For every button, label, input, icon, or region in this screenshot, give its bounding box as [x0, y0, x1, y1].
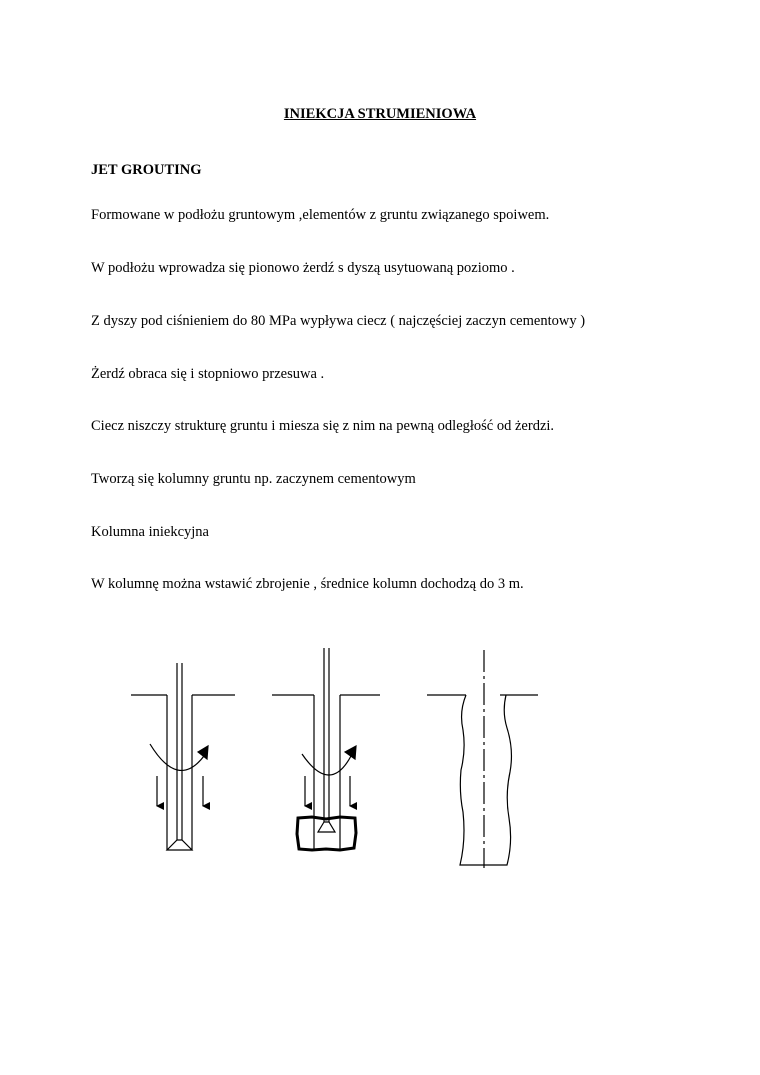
paragraph-4: Żerdź obraca się i stopniowo przesuwa .	[91, 366, 325, 382]
drilling-stage	[131, 663, 235, 850]
rotation-arrowhead-icon	[345, 746, 356, 759]
paragraph-8: W kolumnę można wstawić zbrojenie , średnice kolumn dochodzą do 3 m.	[91, 576, 524, 592]
drill-bit	[167, 840, 192, 850]
rotation-arrow-icon	[150, 744, 204, 770]
paragraph-7: Kolumna iniekcyjna	[91, 524, 209, 540]
paragraph-5: Ciecz niszczy strukturę gruntu i miesza się z nim na pewną odległość od żerdzi.	[91, 418, 555, 434]
jetting-stage	[272, 648, 380, 850]
paragraph-2: W podłożu wprowadza się pionowo żerdź s dyszą usytuowaną poziomo .	[91, 260, 515, 276]
jet-nozzle	[318, 822, 335, 832]
paragraph-6: Tworzą się kolumny gruntu np. zaczynem cementowym	[91, 471, 416, 487]
rotation-arrow-icon	[302, 754, 351, 775]
paragraph-3: Z dyszy pod ciśnieniem do 80 MPa wypływa ciecz ( najczęściej zaczyn cementowy )	[91, 313, 586, 329]
column-outline	[460, 695, 511, 865]
rotation-arrowhead-icon	[198, 746, 208, 759]
page-title: INIEKCJA STRUMIENIOWA	[283, 106, 477, 122]
paragraph-1: Formowane w podłożu gruntowym ,elementów z gruntu związanego spoiwem.	[91, 207, 550, 223]
jet-grouted-zone	[297, 817, 356, 850]
finished-column-stage	[427, 650, 538, 868]
section-heading: JET GROUTING	[91, 162, 202, 178]
